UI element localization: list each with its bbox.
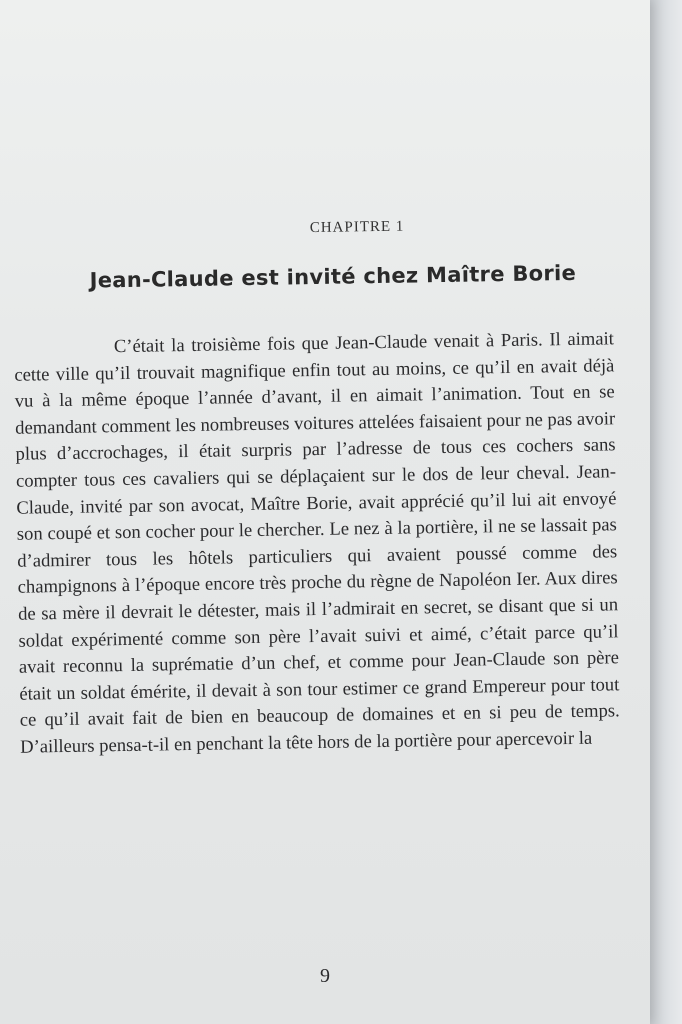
chapter-title: Jean-Claude est invité chez Maître Borie xyxy=(89,260,577,293)
chapter-label: CHAPITRE 1 xyxy=(309,218,405,237)
book-page-edge xyxy=(650,0,682,1024)
page-number: 9 xyxy=(320,965,330,987)
body-paragraph: C’était la troisième fois que Jean-Claude venait à Paris. Il aimait cette ville qu’il trouvait magnifique enfin tout au moins, ce qu’il en avait déjà vu à la même époque l’année d’avant, il en aimait l’animation. Tout en se demandant comment les nombreuses voitures attelées faisaient pour ne pas avoir plus d’accrochages, il était surpris par l’adresse de tous ces cochers sans compter tous ces cavaliers qui se déplaçaient sur le dos de leur cheval. Jean-Claude, invité par son avocat, Maître Borie, avait apprécié qu’il lui ait envoyé son coupé et son cocher pour le chercher. Le nez à la portière, il ne se lassait pas d’admirer tous les hôtels particuliers qui avaient poussé comme des champignons à l’époque encore très proche du règne de Napoléon Ier. Aux dires de sa mère il devrait le détester, mais il l’admirait en secret, se disant que si un soldat expérimenté comme son père l’avait suivi et aimé, c’était parce qu’il avait reconnu la suprématie d’un chef, et comme pour Jean-Claude son père était un soldat émérite, il devait à son tour estimer ce grand Empereur pour tout ce qu’il avait fait de bien en beaucoup de domaines et en si peu de temps. D’ailleurs pensa-t-il en penchant la tête hors de la portière pour apercevoir la xyxy=(14,328,620,758)
page-content xyxy=(12,200,621,779)
